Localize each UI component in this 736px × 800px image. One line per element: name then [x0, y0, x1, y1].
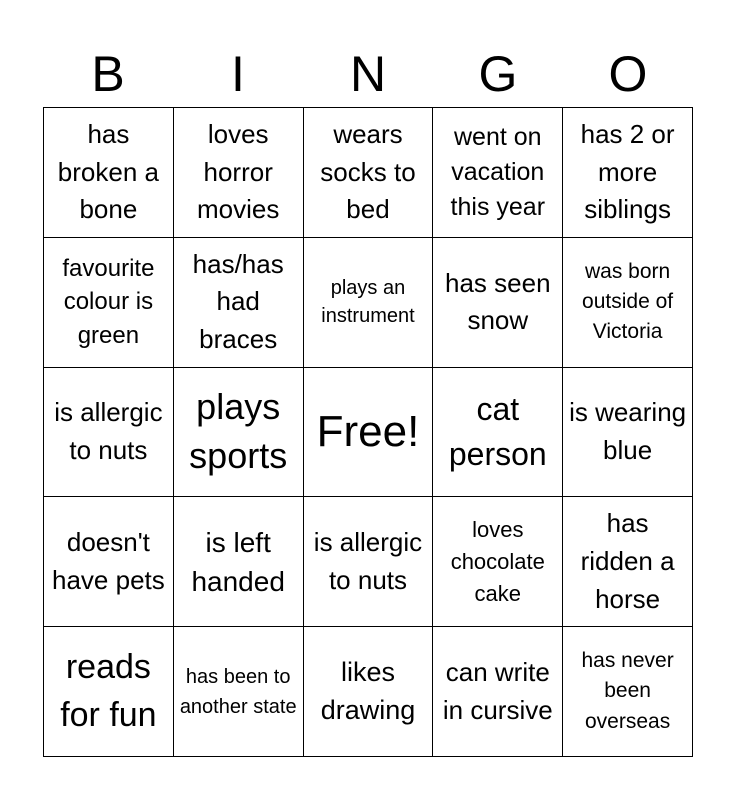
bingo-cell-r2-c1[interactable]	[44, 238, 174, 368]
bingo-cell-r5-c1[interactable]	[44, 627, 174, 757]
bingo-grid	[43, 107, 693, 757]
bingo-cell-r4-c2[interactable]	[174, 497, 304, 627]
cell-label: has never been overseas	[581, 648, 674, 733]
bingo-cell-r1-c1[interactable]	[44, 108, 174, 238]
bingo-cell-r2-c2[interactable]	[174, 238, 304, 368]
bingo-cell-r4-c1[interactable]	[44, 497, 174, 627]
cell-label: plays an instrument	[321, 277, 415, 328]
header-letter-b: B	[91, 46, 125, 102]
cell-label: wears socks to bed	[320, 118, 416, 225]
bingo-cell-r4-c5[interactable]	[563, 497, 693, 627]
cell-label: has/has had braces	[192, 248, 284, 355]
cell-label: likes drawing	[320, 656, 416, 725]
cell-label: doesn't have pets	[52, 527, 165, 595]
cell-label: has 2 or more siblings	[580, 118, 675, 225]
cell-label: has broken a bone	[57, 118, 159, 225]
cell-label: cat person	[448, 391, 547, 472]
cell-label: reads for fun	[60, 648, 157, 734]
header-letter-g: G	[478, 46, 518, 102]
bingo-cell-r5-c5[interactable]	[563, 627, 693, 757]
cell-label: can write in cursive	[442, 656, 553, 725]
cell-label: is left handed	[191, 526, 285, 597]
bingo-cell-r4-c4[interactable]	[433, 497, 563, 627]
bingo-cell-r3-c2[interactable]	[174, 368, 304, 498]
cell-label: loves chocolate cake	[450, 516, 545, 606]
bingo-cell-r5-c4[interactable]	[433, 627, 563, 757]
bingo-cell-r2-c3[interactable]	[304, 238, 434, 368]
bingo-cell-r1-c3[interactable]	[304, 108, 434, 238]
cell-label: favourite colour is green	[62, 254, 155, 349]
cell-label: loves horror movies	[197, 118, 280, 225]
bingo-cell-r4-c3[interactable]	[304, 497, 434, 627]
cell-label: was born outside of Victoria	[582, 259, 674, 344]
bingo-cell-r3-c4[interactable]	[433, 368, 563, 498]
bingo-cell-r1-c2[interactable]	[174, 108, 304, 238]
cell-label: Free!	[316, 406, 420, 456]
bingo-cell-r5-c2[interactable]	[174, 627, 304, 757]
header-letter-o: O	[608, 46, 648, 102]
bingo-cell-r3-c5[interactable]	[563, 368, 693, 498]
cell-label: is wearing blue	[569, 397, 687, 465]
header-letter-i: I	[231, 46, 245, 102]
bingo-cell-r5-c3[interactable]	[304, 627, 434, 757]
header-letter-n: N	[349, 46, 387, 102]
cell-label: is allergic to nuts	[313, 527, 423, 595]
cell-label: is allergic to nuts	[54, 397, 163, 465]
bingo-header	[43, 40, 693, 108]
bingo-cell-r1-c5[interactable]	[563, 108, 693, 238]
bingo-cell-r3-c1[interactable]	[44, 368, 174, 498]
cell-label: has been to another state	[179, 665, 297, 718]
cell-label: plays sports	[189, 386, 288, 476]
cell-label: has ridden a horse	[580, 508, 675, 614]
bingo-cell-r2-c4[interactable]	[433, 238, 563, 368]
cell-label: went on vacation this year	[450, 122, 546, 221]
bingo-cell-r2-c5[interactable]	[563, 238, 693, 368]
bingo-cell-r3-c3[interactable]	[304, 368, 434, 498]
cell-label: has seen snow	[445, 267, 551, 336]
bingo-cell-r1-c4[interactable]	[433, 108, 563, 238]
